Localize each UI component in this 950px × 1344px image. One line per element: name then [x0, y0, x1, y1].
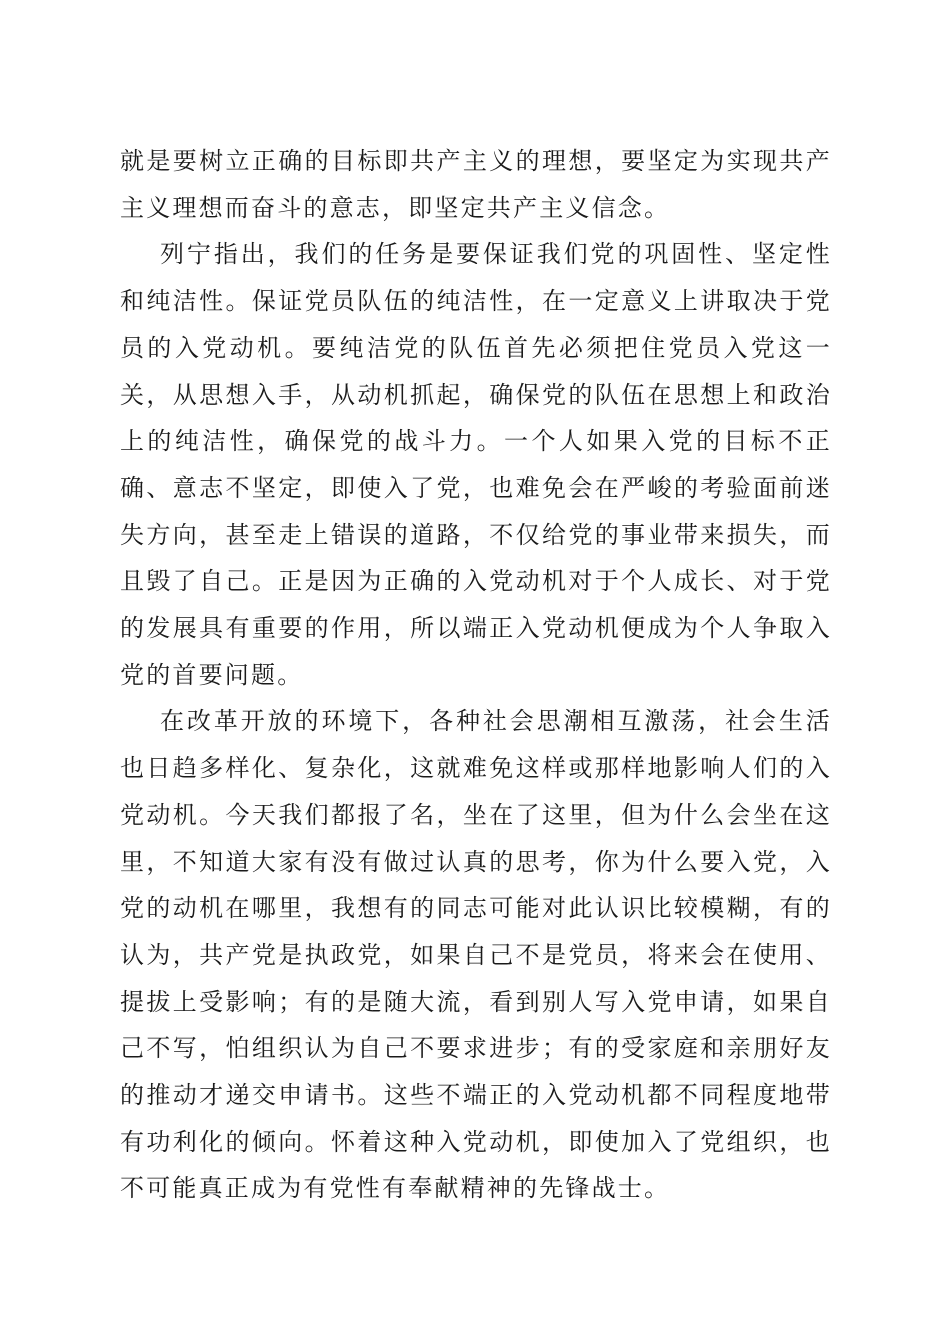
- paragraph-1: 就是要树立正确的目标即共产主义的理想，要坚定为实现共产主义理想而奋斗的意志，即坚定共产主义信念。: [120, 147, 832, 222]
- paragraph-3: 在改革开放的环境下，各种社会思潮相互激荡，社会生活也日趋多样化、复杂化，这就难免这样或那样地影响人们的入党动机。今天我们都报了名，坐在了这里，但为什么会坐在这里，不知道大家有没有做过认真的思考，你为什么要入党，入党的动机在哪里，我想有的同志可能对此认识比较模糊，有的认为，共产党是执政党，如果自己不是党员，将来会在使用、提拔上受影响；有的是随大流，看到别人写入党申请，如果自己不写，怕组织认为自己不要求进步；有的受家庭和亲朋好友的推动才递交申请书。这些不端正的入党动机都不同程度地带有功利化的倾向。怀着这种入党动机，即使加入了党组织，也不可能真正成为有党性有奉献精神的先锋战士。: [120, 707, 832, 1203]
- paragraph-2: 列宁指出，我们的任务是要保证我们党的巩固性、坚定性和纯洁性。保证党员队伍的纯洁性，在一定意义上讲取决于党员的入党动机。要纯洁党的队伍首先必须把住党员入党这一关，从思想入手，从动机抓起，确保党的队伍在思想上和政治上的纯洁性，确保党的战斗力。一个人如果入党的目标不正确、意志不坚定，即使入了党，也难免会在严峻的考验面前迷失方向，甚至走上错误的道路，不仅给党的事业带来损失，而且毁了自己。正是因为正确的入党动机对于个人成长、对于党的发展具有重要的作用，所以端正入党动机便成为个人争取入党的首要问题。: [120, 240, 832, 689]
- document-body: [120, 138, 832, 1212]
